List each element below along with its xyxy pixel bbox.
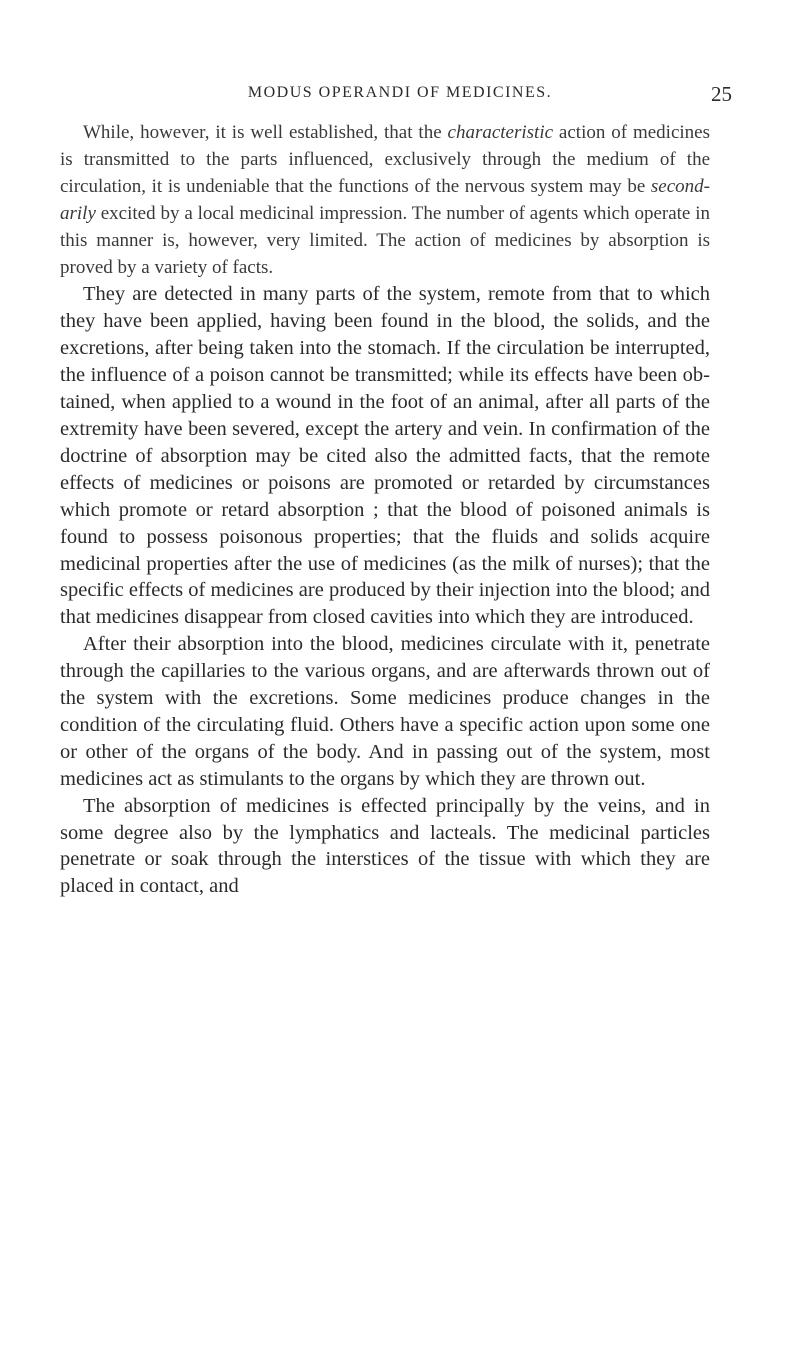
paragraph-text: While, however, it is well established, that the xyxy=(83,122,448,143)
page-number: 25 xyxy=(711,82,732,106)
italic-term-characteristic: characteristic xyxy=(447,122,554,143)
paragraph-circulation: After their absorption into the blood, medicines circulate with it, penetrate through the capillaries to the various organs, and are afterwards thrown out of the system with the excretions. Some medicines produce changes in the condition of the circulating fluid. Others have a specific action upon some one or other of the organs of the body. And in passing out of the system, most medicines act as stimulants to the organs by which they are thrown out. xyxy=(60,633,710,790)
running-head xyxy=(60,84,740,106)
italic-term-secondarily: secondarily xyxy=(60,175,710,224)
paragraph-text: action of medicines is transmitted to the parts influenced, exclusively through the medium of the circulation, it is undeniable that the functions of the nervous system may be xyxy=(60,122,710,197)
paragraph-text: excited by a local medicinal impression. The number of agents which operate in this manner is, however, very limited. The action of medicines by absorption is proved by a variety of facts. xyxy=(60,202,710,278)
paragraph-absorption-routes: The absorption of medicines is effected principally by the veins, and in some degree also by the lymphatics and lacteals. The medicinal particles penetrate or soak through the interstices of the tissue with which they are placed in contact, and xyxy=(60,794,710,898)
paragraph-characteristic-action xyxy=(60,120,710,281)
paragraph-detection: They are detected in many parts of the system, remote from that to which they have been applied, having been found in the blood, the solids, and the excretions, after being taken into the stomach. If the circulation be interrupted, the influence of a poison cannot be transmitted; while its effects have been obtained, when applied to a wound in the foot of an animal, after all parts of the extremity have been severed, except the artery and vein. In confirmation of the doctrine of absorption may be cited also the admitted facts, that the remote effects of medicines or poisons are promoted or retarded by circumstances which promote or retard absorption ; that the blood of poisoned animals is found to possess poisonous properties; that the fluids and solids acquire medicinal properties after the use of medicines (as the milk of nurses); that the specific effects of medicines are produced by their injection into the blood; and that medicines disappear from closed cavities into which they are introduced. xyxy=(60,283,710,629)
running-head-title: MODUS OPERANDI OF MEDICINES. xyxy=(247,84,553,101)
body-text xyxy=(60,120,710,900)
